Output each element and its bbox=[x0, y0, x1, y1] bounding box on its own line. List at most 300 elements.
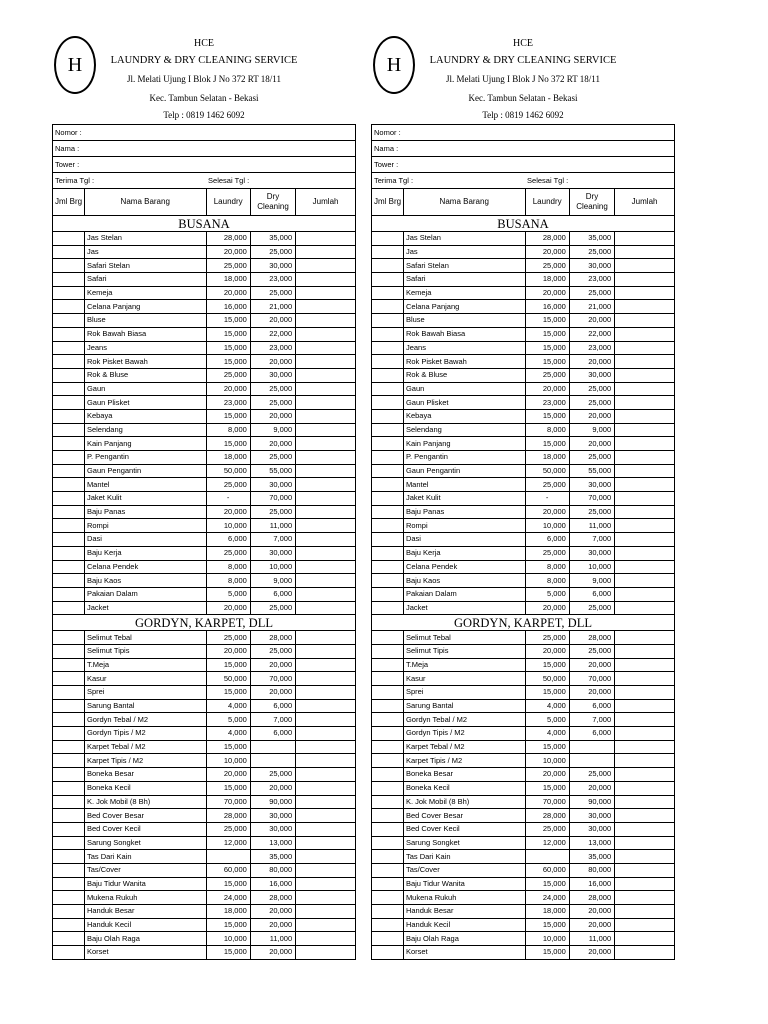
jml-brg-cell[interactable] bbox=[53, 905, 85, 919]
table-row bbox=[53, 587, 356, 601]
jumlah-cell[interactable] bbox=[296, 560, 356, 574]
jumlah-cell[interactable] bbox=[296, 533, 356, 547]
jml-brg-cell[interactable] bbox=[372, 259, 404, 273]
laundry-price: 25,000 bbox=[206, 822, 250, 836]
jml-brg-cell[interactable] bbox=[53, 245, 85, 259]
jml-brg-cell[interactable] bbox=[53, 286, 85, 300]
jml-brg-cell[interactable] bbox=[53, 587, 85, 601]
laundry-price: 15,000 bbox=[206, 341, 250, 355]
item-name: Jas bbox=[403, 245, 525, 259]
jml-brg-cell[interactable] bbox=[372, 464, 404, 478]
dry-cleaning-price: 6,000 bbox=[569, 587, 614, 601]
item-name: Kain Panjang bbox=[84, 437, 206, 451]
jml-brg-cell[interactable] bbox=[53, 918, 85, 932]
jumlah-cell[interactable] bbox=[296, 245, 356, 259]
jumlah-cell[interactable] bbox=[296, 355, 356, 369]
item-name: Gordyn Tipis / M2 bbox=[403, 727, 525, 741]
jml-brg-cell[interactable] bbox=[53, 437, 85, 451]
jml-brg-cell[interactable] bbox=[53, 932, 85, 946]
item-name: Rok Bawah Biasa bbox=[403, 327, 525, 341]
table-row bbox=[53, 492, 356, 506]
table-row bbox=[53, 727, 356, 741]
dry-cleaning-price: 20,000 bbox=[569, 314, 614, 328]
table-row bbox=[372, 300, 675, 314]
jumlah-cell[interactable] bbox=[296, 396, 356, 410]
selesai-date-field[interactable]: Selesai Tgl : bbox=[525, 173, 674, 189]
jumlah-cell[interactable] bbox=[615, 533, 675, 547]
table-row bbox=[372, 631, 675, 645]
jml-brg-cell[interactable] bbox=[53, 451, 85, 465]
table-row bbox=[53, 686, 356, 700]
jumlah-cell[interactable] bbox=[296, 822, 356, 836]
jml-brg-cell[interactable] bbox=[53, 601, 85, 615]
nomor-field[interactable]: Nomor : bbox=[372, 125, 675, 141]
item-name: Rompi bbox=[84, 519, 206, 533]
item-name: Selimut Tebal bbox=[403, 631, 525, 645]
jumlah-cell[interactable] bbox=[615, 574, 675, 588]
jml-brg-cell[interactable] bbox=[372, 658, 404, 672]
jml-brg-cell[interactable] bbox=[372, 727, 404, 741]
jml-brg-cell[interactable] bbox=[53, 809, 85, 823]
laundry-price: 4,000 bbox=[206, 727, 250, 741]
dry-cleaning-price: 30,000 bbox=[569, 809, 614, 823]
jumlah-cell[interactable] bbox=[296, 754, 356, 768]
jumlah-cell[interactable] bbox=[615, 877, 675, 891]
laundry-price: 15,000 bbox=[525, 314, 569, 328]
jumlah-cell[interactable] bbox=[296, 478, 356, 492]
jml-brg-cell[interactable] bbox=[53, 368, 85, 382]
table-row bbox=[372, 877, 675, 891]
jml-brg-cell[interactable] bbox=[53, 519, 85, 533]
dry-cleaning-price: 11,000 bbox=[250, 519, 295, 533]
jumlah-cell[interactable] bbox=[296, 409, 356, 423]
jml-brg-cell[interactable] bbox=[372, 409, 404, 423]
jml-brg-cell[interactable] bbox=[53, 850, 85, 864]
item-name: Dasi bbox=[84, 533, 206, 547]
jml-brg-cell[interactable] bbox=[53, 727, 85, 741]
item-name: Safari bbox=[403, 273, 525, 287]
jumlah-cell[interactable] bbox=[296, 631, 356, 645]
dry-cleaning-price: 25,000 bbox=[250, 644, 295, 658]
jml-brg-cell[interactable] bbox=[53, 672, 85, 686]
table-row bbox=[53, 314, 356, 328]
jumlah-cell[interactable] bbox=[615, 546, 675, 560]
dry-cleaning-price: 11,000 bbox=[250, 932, 295, 946]
jml-brg-cell[interactable] bbox=[53, 574, 85, 588]
laundry-price: 15,000 bbox=[525, 341, 569, 355]
jumlah-cell[interactable] bbox=[296, 644, 356, 658]
jumlah-cell[interactable] bbox=[296, 809, 356, 823]
jml-brg-cell[interactable] bbox=[372, 396, 404, 410]
jumlah-cell[interactable] bbox=[296, 423, 356, 437]
jumlah-cell[interactable] bbox=[615, 713, 675, 727]
item-name: Rok & Bluse bbox=[84, 368, 206, 382]
jumlah-cell[interactable] bbox=[615, 644, 675, 658]
jumlah-cell[interactable] bbox=[296, 464, 356, 478]
jml-brg-cell[interactable] bbox=[372, 809, 404, 823]
jml-brg-cell[interactable] bbox=[372, 587, 404, 601]
jml-brg-cell[interactable] bbox=[53, 355, 85, 369]
jumlah-cell[interactable] bbox=[296, 587, 356, 601]
jml-brg-cell[interactable] bbox=[53, 822, 85, 836]
jumlah-cell[interactable] bbox=[296, 686, 356, 700]
jumlah-cell[interactable] bbox=[615, 850, 675, 864]
jml-brg-cell[interactable] bbox=[53, 300, 85, 314]
jumlah-cell[interactable] bbox=[296, 918, 356, 932]
item-name: Sarung Bantal bbox=[84, 699, 206, 713]
jml-brg-cell[interactable] bbox=[372, 850, 404, 864]
item-name: Celana Pendek bbox=[403, 560, 525, 574]
jumlah-cell[interactable] bbox=[296, 382, 356, 396]
jml-brg-cell[interactable] bbox=[53, 631, 85, 645]
jumlah-cell[interactable] bbox=[615, 232, 675, 246]
jml-brg-cell[interactable] bbox=[53, 560, 85, 574]
jml-brg-cell[interactable] bbox=[372, 355, 404, 369]
item-name: Bluse bbox=[403, 314, 525, 328]
jml-brg-cell[interactable] bbox=[53, 863, 85, 877]
jumlah-cell[interactable] bbox=[615, 327, 675, 341]
jumlah-cell[interactable] bbox=[296, 314, 356, 328]
jumlah-cell[interactable] bbox=[296, 781, 356, 795]
jumlah-cell[interactable] bbox=[296, 850, 356, 864]
jml-brg-cell[interactable] bbox=[372, 478, 404, 492]
jumlah-cell[interactable] bbox=[615, 918, 675, 932]
laundry-price: 25,000 bbox=[525, 546, 569, 560]
jumlah-cell[interactable] bbox=[615, 768, 675, 782]
jml-brg-cell[interactable] bbox=[53, 740, 85, 754]
jumlah-cell[interactable] bbox=[615, 891, 675, 905]
dry-cleaning-price: 7,000 bbox=[569, 713, 614, 727]
jumlah-cell[interactable] bbox=[296, 546, 356, 560]
jml-brg-cell[interactable] bbox=[372, 519, 404, 533]
table-row bbox=[53, 273, 356, 287]
jml-brg-cell[interactable] bbox=[372, 644, 404, 658]
jumlah-cell[interactable] bbox=[296, 795, 356, 809]
jumlah-cell[interactable] bbox=[296, 658, 356, 672]
jumlah-cell[interactable] bbox=[615, 273, 675, 287]
jml-brg-cell[interactable] bbox=[372, 699, 404, 713]
jml-brg-cell[interactable] bbox=[53, 644, 85, 658]
jml-brg-cell[interactable] bbox=[53, 658, 85, 672]
jumlah-cell[interactable] bbox=[615, 781, 675, 795]
jml-brg-cell[interactable] bbox=[372, 836, 404, 850]
jumlah-cell[interactable] bbox=[296, 877, 356, 891]
jumlah-cell[interactable] bbox=[296, 286, 356, 300]
jumlah-cell[interactable] bbox=[615, 560, 675, 574]
dry-cleaning-price: 20,000 bbox=[569, 918, 614, 932]
item-name: Tas Dari Kain bbox=[84, 850, 206, 864]
jml-brg-cell[interactable] bbox=[372, 232, 404, 246]
dry-cleaning-price: 7,000 bbox=[250, 713, 295, 727]
laundry-price: 15,000 bbox=[525, 658, 569, 672]
jumlah-cell[interactable] bbox=[296, 713, 356, 727]
jml-brg-cell[interactable] bbox=[372, 273, 404, 287]
dry-cleaning-price: 25,000 bbox=[569, 505, 614, 519]
jml-brg-cell[interactable] bbox=[53, 409, 85, 423]
dry-cleaning-price: 25,000 bbox=[569, 396, 614, 410]
jumlah-cell[interactable] bbox=[615, 505, 675, 519]
jml-brg-cell[interactable] bbox=[53, 259, 85, 273]
jml-brg-cell[interactable] bbox=[53, 781, 85, 795]
jumlah-cell[interactable] bbox=[296, 836, 356, 850]
jml-brg-cell[interactable] bbox=[53, 546, 85, 560]
jumlah-cell[interactable] bbox=[615, 464, 675, 478]
jml-brg-cell[interactable] bbox=[372, 795, 404, 809]
jumlah-cell[interactable] bbox=[615, 437, 675, 451]
jumlah-cell[interactable] bbox=[296, 300, 356, 314]
jumlah-cell[interactable] bbox=[296, 946, 356, 960]
jumlah-cell[interactable] bbox=[296, 574, 356, 588]
jml-brg-cell[interactable] bbox=[53, 382, 85, 396]
jumlah-cell[interactable] bbox=[615, 492, 675, 506]
jml-brg-cell[interactable] bbox=[53, 795, 85, 809]
jml-brg-cell[interactable] bbox=[372, 781, 404, 795]
jml-brg-cell[interactable] bbox=[53, 699, 85, 713]
jumlah-cell[interactable] bbox=[615, 727, 675, 741]
jml-brg-cell[interactable] bbox=[372, 327, 404, 341]
jumlah-cell[interactable] bbox=[615, 587, 675, 601]
jumlah-cell[interactable] bbox=[615, 423, 675, 437]
jml-brg-cell[interactable] bbox=[53, 396, 85, 410]
dry-cleaning-price: 23,000 bbox=[569, 341, 614, 355]
item-name: T.Meja bbox=[84, 658, 206, 672]
jml-brg-cell[interactable] bbox=[372, 918, 404, 932]
jml-brg-cell[interactable] bbox=[372, 546, 404, 560]
jumlah-cell[interactable] bbox=[296, 259, 356, 273]
table-row bbox=[372, 423, 675, 437]
jml-brg-cell[interactable] bbox=[372, 286, 404, 300]
jumlah-cell[interactable] bbox=[615, 519, 675, 533]
jml-brg-cell[interactable] bbox=[53, 341, 85, 355]
jml-brg-cell[interactable] bbox=[53, 423, 85, 437]
jumlah-cell[interactable] bbox=[296, 368, 356, 382]
jumlah-cell[interactable] bbox=[615, 409, 675, 423]
jumlah-cell[interactable] bbox=[615, 286, 675, 300]
dry-cleaning-price: 25,000 bbox=[250, 768, 295, 782]
dry-cleaning-price: 20,000 bbox=[569, 946, 614, 960]
jumlah-cell[interactable] bbox=[615, 863, 675, 877]
laundry-price: 25,000 bbox=[525, 259, 569, 273]
jumlah-cell[interactable] bbox=[615, 809, 675, 823]
jumlah-cell[interactable] bbox=[615, 314, 675, 328]
jml-brg-cell[interactable] bbox=[372, 822, 404, 836]
jml-brg-cell[interactable] bbox=[372, 245, 404, 259]
jumlah-cell[interactable] bbox=[615, 754, 675, 768]
jml-brg-cell[interactable] bbox=[53, 891, 85, 905]
jml-brg-cell[interactable] bbox=[372, 314, 404, 328]
jumlah-cell[interactable] bbox=[615, 300, 675, 314]
item-name: Mantel bbox=[403, 478, 525, 492]
jml-brg-cell[interactable] bbox=[53, 464, 85, 478]
jml-brg-cell[interactable] bbox=[53, 877, 85, 891]
jumlah-cell[interactable] bbox=[615, 396, 675, 410]
jumlah-cell[interactable] bbox=[296, 905, 356, 919]
item-name: Korset bbox=[403, 946, 525, 960]
table-row bbox=[372, 932, 675, 946]
jml-brg-cell[interactable] bbox=[372, 451, 404, 465]
jml-brg-cell[interactable] bbox=[372, 341, 404, 355]
jumlah-cell[interactable] bbox=[296, 727, 356, 741]
table-row bbox=[372, 727, 675, 741]
jumlah-cell[interactable] bbox=[615, 699, 675, 713]
jml-brg-cell[interactable] bbox=[372, 863, 404, 877]
item-name: Bed Cover Kecil bbox=[84, 822, 206, 836]
jml-brg-cell[interactable] bbox=[372, 560, 404, 574]
jumlah-cell[interactable] bbox=[296, 492, 356, 506]
jumlah-cell[interactable] bbox=[615, 355, 675, 369]
jumlah-cell[interactable] bbox=[296, 768, 356, 782]
jml-brg-cell[interactable] bbox=[372, 905, 404, 919]
jumlah-cell[interactable] bbox=[615, 631, 675, 645]
jumlah-cell[interactable] bbox=[296, 341, 356, 355]
table-row bbox=[372, 768, 675, 782]
jml-brg-cell[interactable] bbox=[53, 327, 85, 341]
jml-brg-cell[interactable] bbox=[372, 740, 404, 754]
jml-brg-cell[interactable] bbox=[372, 368, 404, 382]
jumlah-cell[interactable] bbox=[615, 451, 675, 465]
jml-brg-cell[interactable] bbox=[372, 300, 404, 314]
jml-brg-cell[interactable] bbox=[372, 492, 404, 506]
dry-cleaning-price: 28,000 bbox=[250, 891, 295, 905]
jumlah-cell[interactable] bbox=[296, 505, 356, 519]
table-row bbox=[372, 259, 675, 273]
jumlah-cell[interactable] bbox=[615, 795, 675, 809]
dry-cleaning-price: 20,000 bbox=[569, 658, 614, 672]
jml-brg-cell[interactable] bbox=[372, 574, 404, 588]
jumlah-cell[interactable] bbox=[615, 259, 675, 273]
terima-date-field[interactable]: Terima Tgl : bbox=[372, 173, 526, 189]
jumlah-cell[interactable] bbox=[615, 245, 675, 259]
jml-brg-cell[interactable] bbox=[53, 768, 85, 782]
jumlah-cell[interactable] bbox=[296, 672, 356, 686]
jumlah-cell[interactable] bbox=[296, 451, 356, 465]
jml-brg-cell[interactable] bbox=[53, 686, 85, 700]
jml-brg-cell[interactable] bbox=[372, 754, 404, 768]
jml-brg-cell[interactable] bbox=[53, 314, 85, 328]
jml-brg-cell[interactable] bbox=[53, 232, 85, 246]
selesai-date-field[interactable]: Selesai Tgl : bbox=[206, 173, 355, 189]
jml-brg-cell[interactable] bbox=[53, 478, 85, 492]
jml-brg-cell[interactable] bbox=[372, 713, 404, 727]
jml-brg-cell[interactable] bbox=[372, 601, 404, 615]
tower-field[interactable]: Tower : bbox=[372, 157, 675, 173]
laundry-price: 10,000 bbox=[206, 519, 250, 533]
table-row bbox=[53, 560, 356, 574]
jumlah-cell[interactable] bbox=[615, 946, 675, 960]
item-name: Sprei bbox=[84, 686, 206, 700]
nama-field[interactable]: Nama : bbox=[372, 141, 675, 157]
jml-brg-cell[interactable] bbox=[372, 932, 404, 946]
nomor-field[interactable]: Nomor : bbox=[53, 125, 356, 141]
jumlah-cell[interactable] bbox=[615, 836, 675, 850]
jml-brg-cell[interactable] bbox=[53, 836, 85, 850]
tower-field[interactable]: Tower : bbox=[53, 157, 356, 173]
item-name: Bed Cover Besar bbox=[403, 809, 525, 823]
item-name: K. Jok Mobil (8 Bh) bbox=[84, 795, 206, 809]
table-row bbox=[372, 533, 675, 547]
jumlah-cell[interactable] bbox=[615, 822, 675, 836]
dry-cleaning-price: 80,000 bbox=[569, 863, 614, 877]
jumlah-cell[interactable] bbox=[615, 932, 675, 946]
jumlah-cell[interactable] bbox=[296, 891, 356, 905]
jumlah-cell[interactable] bbox=[296, 740, 356, 754]
jml-brg-cell[interactable] bbox=[372, 891, 404, 905]
laundry-price: 25,000 bbox=[206, 631, 250, 645]
jumlah-cell[interactable] bbox=[615, 341, 675, 355]
col-header-nama-barang: Nama Barang bbox=[403, 189, 525, 216]
jumlah-cell[interactable] bbox=[615, 601, 675, 615]
jml-brg-cell[interactable] bbox=[53, 492, 85, 506]
jml-brg-cell[interactable] bbox=[372, 946, 404, 960]
jumlah-cell[interactable] bbox=[615, 672, 675, 686]
table-row bbox=[53, 300, 356, 314]
jumlah-cell[interactable] bbox=[615, 478, 675, 492]
laundry-price: 16,000 bbox=[525, 300, 569, 314]
jml-brg-cell[interactable] bbox=[372, 631, 404, 645]
jumlah-cell[interactable] bbox=[296, 273, 356, 287]
jml-brg-cell[interactable] bbox=[53, 946, 85, 960]
jml-brg-cell[interactable] bbox=[372, 768, 404, 782]
jml-brg-cell[interactable] bbox=[372, 423, 404, 437]
terima-date-field[interactable]: Terima Tgl : bbox=[53, 173, 207, 189]
item-name: Safari bbox=[84, 273, 206, 287]
jml-brg-cell[interactable] bbox=[372, 877, 404, 891]
jml-brg-cell[interactable] bbox=[372, 505, 404, 519]
dry-cleaning-price: 25,000 bbox=[569, 382, 614, 396]
jml-brg-cell[interactable] bbox=[53, 273, 85, 287]
jml-brg-cell[interactable] bbox=[372, 533, 404, 547]
jumlah-cell[interactable] bbox=[296, 519, 356, 533]
table-row bbox=[53, 644, 356, 658]
jumlah-cell[interactable] bbox=[615, 740, 675, 754]
jumlah-cell[interactable] bbox=[296, 863, 356, 877]
jml-brg-cell[interactable] bbox=[372, 437, 404, 451]
jml-brg-cell[interactable] bbox=[372, 672, 404, 686]
table-row bbox=[372, 863, 675, 877]
table-row bbox=[372, 546, 675, 560]
jumlah-cell[interactable] bbox=[615, 368, 675, 382]
table-row bbox=[53, 850, 356, 864]
nama-field[interactable]: Nama : bbox=[53, 141, 356, 157]
laundry-price: 4,000 bbox=[525, 727, 569, 741]
jumlah-cell[interactable] bbox=[615, 382, 675, 396]
jumlah-cell[interactable] bbox=[615, 658, 675, 672]
dry-cleaning-price: 30,000 bbox=[250, 478, 295, 492]
jumlah-cell[interactable] bbox=[296, 932, 356, 946]
item-name: Jaket Kulit bbox=[403, 492, 525, 506]
jml-brg-cell[interactable] bbox=[53, 713, 85, 727]
jumlah-cell[interactable] bbox=[615, 686, 675, 700]
item-name: Bed Cover Kecil bbox=[403, 822, 525, 836]
jml-brg-cell[interactable] bbox=[53, 533, 85, 547]
dry-cleaning-price: 70,000 bbox=[569, 492, 614, 506]
jml-brg-cell[interactable] bbox=[53, 505, 85, 519]
jml-brg-cell[interactable] bbox=[372, 686, 404, 700]
jumlah-cell[interactable] bbox=[296, 232, 356, 246]
jumlah-cell[interactable] bbox=[296, 327, 356, 341]
jumlah-cell[interactable] bbox=[296, 601, 356, 615]
jumlah-cell[interactable] bbox=[615, 905, 675, 919]
section-title: GORDYN, KARPET, DLL bbox=[53, 615, 356, 631]
laundry-price: 25,000 bbox=[525, 478, 569, 492]
item-name: Handuk Besar bbox=[403, 905, 525, 919]
jumlah-cell[interactable] bbox=[296, 699, 356, 713]
jumlah-cell[interactable] bbox=[296, 437, 356, 451]
laundry-price: 15,000 bbox=[525, 327, 569, 341]
jml-brg-cell[interactable] bbox=[53, 754, 85, 768]
jml-brg-cell[interactable] bbox=[372, 382, 404, 396]
item-name: Jeans bbox=[84, 341, 206, 355]
